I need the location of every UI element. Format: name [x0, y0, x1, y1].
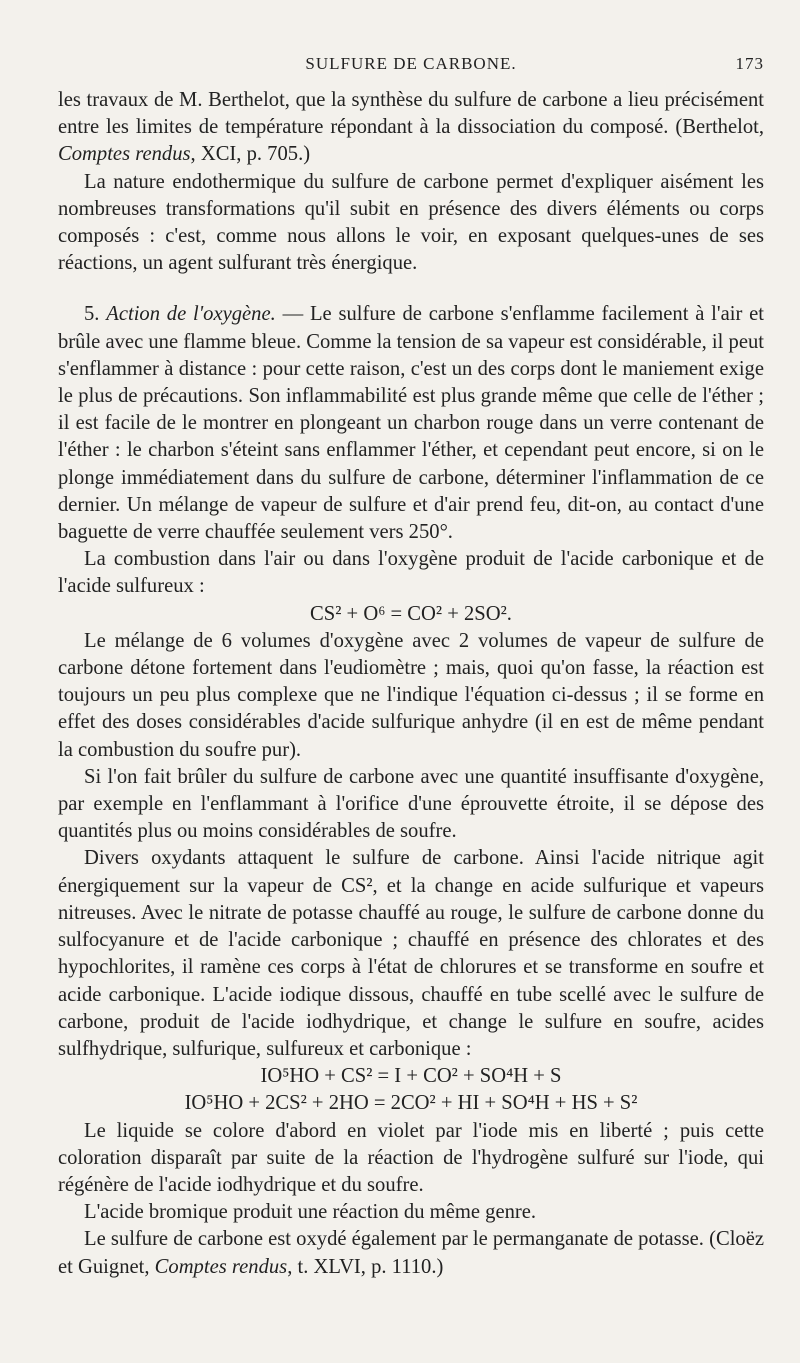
paragraph-3-text: — Le sulfure de carbone s'enflamme facilement à l'air et brûle avec une flamme bleue. Comme la tension de sa vapeur est considérable, il peut s'enflammer à distance : pour cette raison, c'est un des corps dont le maniement exige le plus de précautions. Son inflammabilité est plus grande même que celle de l'éther ; il est facile de le montrer en plongeant un charbon rouge dans un verre contenant de l'éther : le charbon s'éteint sans enflammer l'éther, et cependant peut encore, si on le plonge immédiatement dans du sulfure de carbone, déterminer l'inflammation de ce dernier. Un mélange de vapeur de sulfure et d'air prend feu, dit-on, au contact d'une baguette de verre chauffée seulement vers 250°.: [58, 303, 765, 544]
paragraph-4: La combustion dans l'air ou dans l'oxygène produit de l'acide carbonique et de l'acide sulfureux :: [58, 548, 764, 598]
paragraph-7: Divers oxydants attaquent le sulfure de carbone. Ainsi l'acide nitrique agit énergiquement sur la vapeur de CS², et la change en acide sulfurique et vapeurs nitreuses. Avec le nitrate de potasse chauffé au rouge, le sulfure de carbone donne du sulfocyanure et de l'acide carbonique ; chauffé en présence des chlorates et des hypochlorites, il ramène ces corps à l'état de chlorures et se transforme en soufre et acide carbonique. L'acide iodique dissous, chauffé en tube scellé avec le sulfure de carbone, produit de l'acide iodhydrique, et change le sulfure en soufre, acides sulfhydrique, sulfurique, sulfureux et carbonique :: [58, 847, 764, 1060]
paragraph-10: [58, 1226, 764, 1280]
paragraph-10-text: Le sulfure de carbone est oxydé également par le permanganate de potasse. (Cloëz et Guignet,: [58, 1228, 764, 1278]
citation-title: Comptes rendus: [58, 143, 191, 166]
citation-ref-2: , t. XLVI, p. 1110.): [287, 1255, 444, 1278]
running-header: [58, 54, 764, 80]
equation-combustion: CS² + O⁶ = CO² + 2SO².: [310, 602, 512, 625]
section-heading: Action de l'oxygène.: [106, 303, 276, 326]
paragraph-5: Le mélange de 6 volumes d'oxygène avec 2 volumes de vapeur de sulfure de carbone détone fortement dans l'eudiomètre ; mais, quoi qu'on fasse, la réaction est toujours un peu plus complexe que ne l'indique l'équation ci-dessus ; il se forme en effet des doses considérables d'acide sulfurique anhydre (il en est de même pendant la combustion du soufre pur).: [58, 629, 764, 761]
running-title: SULFURE DE CARBONE.: [305, 54, 517, 73]
page-number: 173: [735, 54, 764, 73]
paragraph-3: [58, 301, 764, 546]
section-number: 5.: [84, 303, 107, 326]
paragraph-9: L'acide bromique produit une réaction du même genre.: [84, 1201, 537, 1224]
paragraph-1-text: les travaux de M. Berthelot, que la synthèse du sulfure de carbone a lieu précisément entre les limites de température répondant à la dissociation du composé. (Berthelot,: [58, 89, 764, 139]
paragraph-1: [58, 87, 764, 169]
paragraph-6: Si l'on fait brûler du sulfure de carbone avec une quantité insuffisante d'oxygène, par exemple en l'enflammant à l'orifice d'une éprouvette étroite, il se dépose des quantités plus ou moins considérables de soufre.: [58, 765, 764, 843]
paragraph-8: Le liquide se colore d'abord en violet par l'iode mis en liberté ; puis cette coloration disparaît par suite de la réaction de l'hydrogène sulfuré sur l'iode, qui régénère de l'acide iodhydrique et du soufre.: [58, 1119, 764, 1196]
paragraph-2: La nature endothermique du sulfure de carbone permet d'expliquer aisément les nombreuses transformations qu'il subit en présence des divers éléments ou corps composés : c'est, comme nous allons le voir, en exposant quelques-unes de ses réactions, un agent sulfurant très énergique.: [58, 170, 764, 275]
citation-title-2: Comptes rendus: [154, 1255, 288, 1278]
equation-iodic-2: IO⁵HO + 2CS² + 2HO = 2CO² + HI + SO⁴H + HS + S²: [184, 1092, 638, 1115]
page-body: [58, 87, 764, 1281]
citation-ref: , XCI, p. 705.): [190, 143, 311, 166]
equation-iodic-1: IO⁵HO + CS² = I + CO² + SO⁴H + S: [260, 1065, 562, 1088]
